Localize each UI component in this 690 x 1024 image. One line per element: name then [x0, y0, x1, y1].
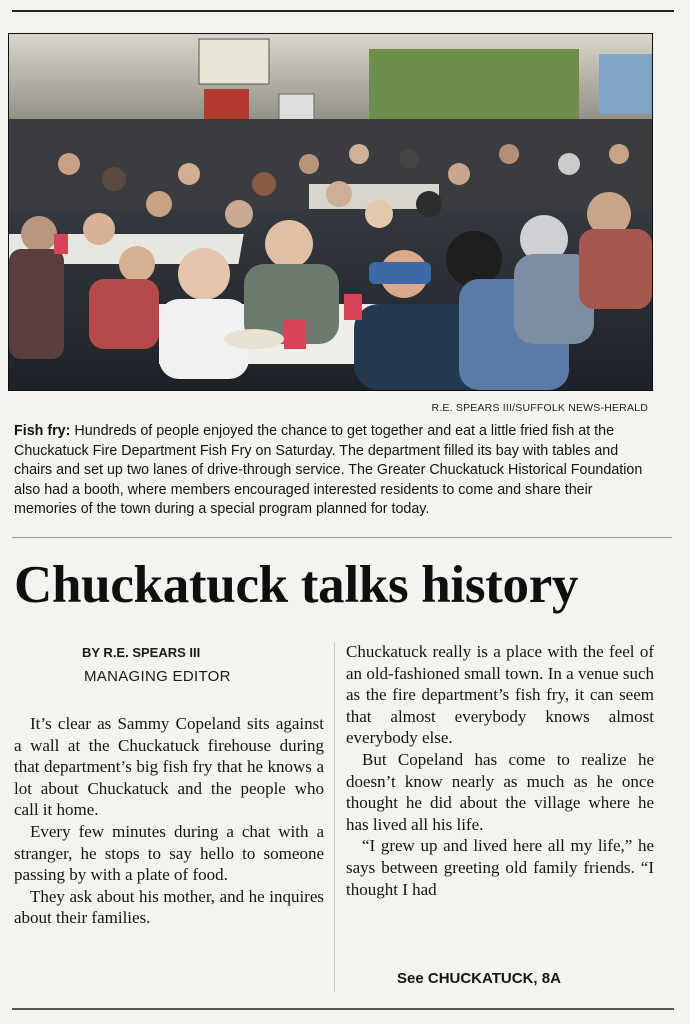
crowd-photo-illustration: [9, 34, 652, 390]
paragraph: It’s clear as Sammy Copeland sits against a wall at the Chuckatuck firehouse during that department’s big fish fry that he knows a lot about Chuckatuck and the people who call it home.: [14, 714, 324, 820]
caption-text: Hundreds of people enjoyed the chance to get together and eat a little fried fish at the Chuckatuck Fire Department Fish Fry on Saturday. The department filled its bay with tables and chairs and set up two lanes of drive-through service. The Greater Chuckatuck Historical Foundation also had a booth, where members encouraged interested residents to come and share their memories of the town during a special program planned for today.: [14, 423, 643, 517]
author-title: MANAGING EDITOR: [84, 668, 231, 685]
paragraph: “I grew up and lived here all my life,” he says between greeting old family friends. “I thought I had: [346, 836, 654, 899]
photo-caption: [14, 422, 654, 520]
top-rule: [12, 10, 674, 12]
bottom-rule: [12, 1008, 674, 1010]
article-right-column: [346, 641, 654, 900]
byline: BY R.E. SPEARS III: [82, 645, 201, 660]
caption-lead: Fish fry:: [14, 423, 71, 439]
caption-rule: [12, 537, 672, 538]
photo-credit: R.E. SPEARS III/SUFFOLK NEWS-HERALD: [431, 402, 648, 414]
column-divider: [334, 642, 335, 992]
fish-fry-photo: [8, 33, 653, 391]
jump-line: See CHUCKATUCK, 8A: [397, 970, 561, 987]
paragraph: Every few minutes during a chat with a stranger, he stops to say hello to someone passing by with a plate of food.: [14, 821, 324, 885]
paragraph: Chuckatuck really is a place with the feel of an old-fashioned small town. In a venue such as the fire department’s fish fry, it can seem that almost everybody knows almost everybody else.: [346, 642, 654, 748]
article-left-column: [14, 713, 324, 929]
paragraph: They ask about his mother, and he inquires about their families.: [14, 886, 324, 928]
paragraph: But Copeland has come to realize he doesn’t know nearly as much as he once thought he did about the village where he has lived all his life.: [346, 749, 654, 834]
headline: Chuckatuck talks history: [14, 556, 579, 614]
